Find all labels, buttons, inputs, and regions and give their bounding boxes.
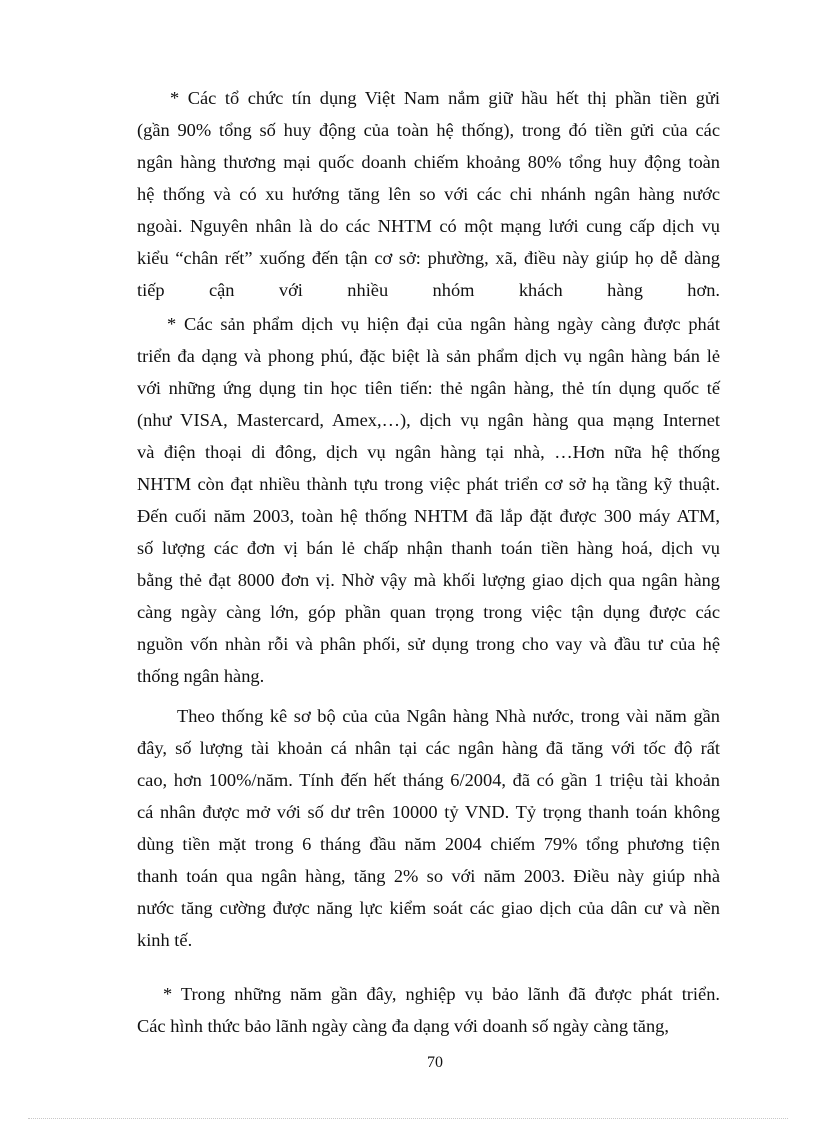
text-line: ngân hàng thương mại quốc doanh chiếm khoảng 80% tổng huy động toàn xyxy=(137,152,720,172)
text-line: * Các tổ chức tín dụng Việt Nam nắm giữ hầu hết thị phần tiền gửi xyxy=(170,88,720,108)
text-line: hệ thống và có xu hướng tăng lên so với các chi nhánh ngân hàng nước xyxy=(137,184,720,204)
text-line: nguồn vốn nhàn rỗi và phân phối, sử dụng trong cho vay và đầu tư của hệ xyxy=(137,634,720,654)
text-line: NHTM còn đạt nhiều thành tựu trong việc phát triển cơ sở hạ tầng kỹ thuật. xyxy=(137,474,720,494)
text-line: cao, hơn 100%/năm. Tính đến hết tháng 6/2004, đã có gần 1 triệu tài khoản xyxy=(137,770,720,790)
text-line: Các hình thức bảo lãnh ngày càng đa dạng với doanh số ngày càng tăng, xyxy=(137,1016,669,1036)
footer-divider xyxy=(28,1118,788,1119)
text-line: Theo thống kê sơ bộ của của Ngân hàng Nhà nước, trong vài năm gần xyxy=(177,706,720,726)
text-line: bằng thẻ đạt 8000 đơn vị. Nhờ vậy mà khối lượng giao dịch qua ngân hàng xyxy=(137,570,720,590)
paragraph-guarantees xyxy=(137,978,720,1042)
text-line: thanh toán qua ngân hàng, tăng 2% so với năm 2003. Điều này giúp nhà xyxy=(137,866,720,886)
text-line: và điện thoại di đông, dịch vụ ngân hàng tại nhà, …Hơn nữa hệ thống xyxy=(137,442,720,462)
text-line: (gần 90% tổng số huy động của toàn hệ thống), trong đó tiền gửi của các xyxy=(137,120,720,140)
text-line: ngoài. Nguyên nhân là do các NHTM có một mạng lưới cung cấp dịch vụ xyxy=(137,216,720,236)
text-line: càng ngày càng lớn, góp phần quan trọng trong việc tận dụng được các xyxy=(137,602,720,622)
text-line: triển đa dạng và phong phú, đặc biệt là sản phẩm dịch vụ ngân hàng bán lẻ xyxy=(137,346,720,366)
text-line: đây, số lượng tài khoản cá nhân tại các ngân hàng đã tăng với tốc độ rất xyxy=(137,738,720,758)
paragraph-credit-institutions xyxy=(137,82,720,306)
text-line: * Trong những năm gần đây, nghiệp vụ bảo lãnh đã được phát triển. xyxy=(163,984,720,1004)
text-line: tiếp cận với nhiều nhóm khách hàng hơn. xyxy=(137,280,720,300)
text-line: kiểu “chân rết” xuống đến tận cơ sở: phường, xã, điều này giúp họ dễ dàng xyxy=(137,248,720,268)
text-line: với những ứng dụng tin học tiên tiến: thẻ ngân hàng, thẻ tín dụng quốc tế xyxy=(137,378,720,398)
text-line: kinh tế. xyxy=(137,930,193,950)
text-line: dùng tiền mặt trong 6 tháng đầu năm 2004 chiếm 79% tổng phương tiện xyxy=(137,834,720,854)
text-line: Đến cuối năm 2003, toàn hệ thống NHTM đã lắp đặt được 300 máy ATM, xyxy=(137,506,720,526)
page-number: 70 xyxy=(427,1054,443,1071)
text-line: nước tăng cường được năng lực kiểm soát các giao dịch của dân cư và nền xyxy=(137,898,720,918)
text-line: thống ngân hàng. xyxy=(137,666,265,686)
paragraph-modern-services xyxy=(137,308,720,692)
text-line: cá nhân được mở với số dư trên 10000 tỷ VND. Tỷ trọng thanh toán không xyxy=(137,802,720,822)
paragraph-statistics xyxy=(137,700,720,956)
text-line: số lượng các đơn vị bán lẻ chấp nhận thanh toán tiền hàng hoá, dịch vụ xyxy=(137,538,720,558)
text-line: (như VISA, Mastercard, Amex,…), dịch vụ ngân hàng qua mạng Internet xyxy=(137,410,720,430)
text-line: * Các sản phẩm dịch vụ hiện đại của ngân hàng ngày càng được phát xyxy=(167,314,720,334)
body-text xyxy=(137,82,720,1042)
